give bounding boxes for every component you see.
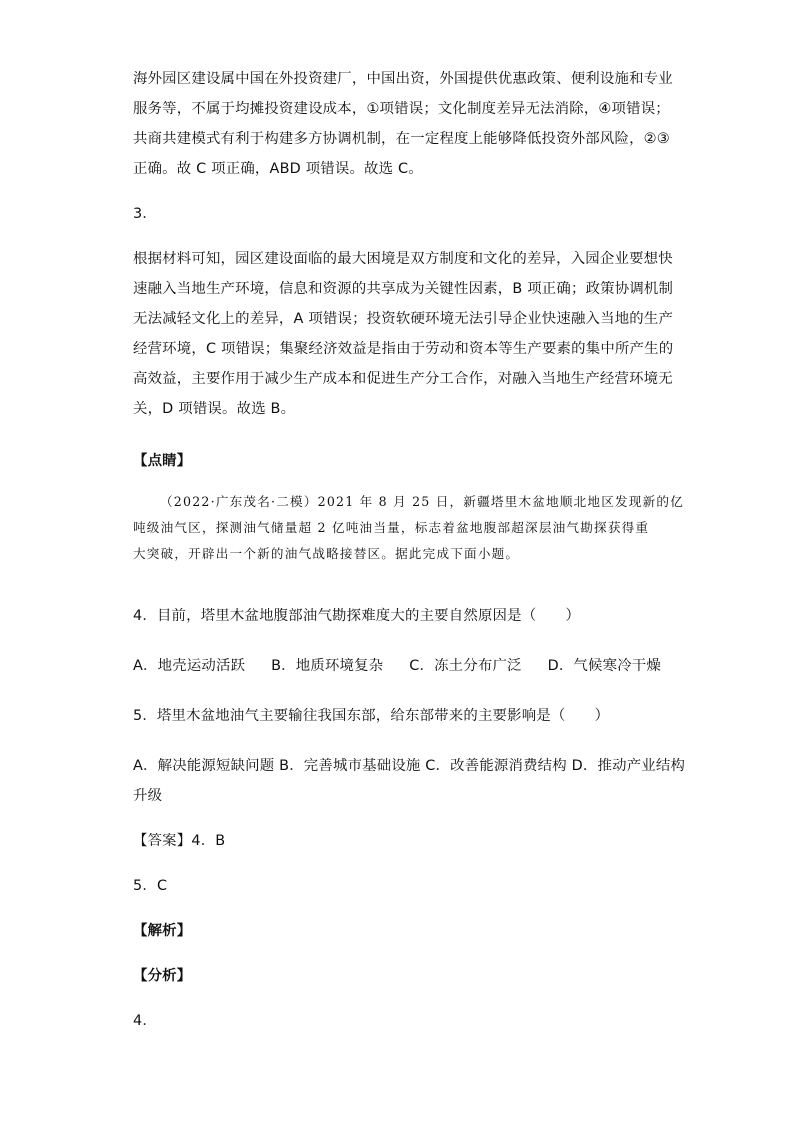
material-paragraph (160, 489, 684, 515)
text-line: A．解决能源短缺问题 B．完善城市基础设施 C．改善能源消费结构 D．推动产业结构 (133, 758, 686, 774)
text-line: 高效益，主要作用于减少生产成本和促进生产分工合作，对融入当地生产经营环境无 (133, 371, 673, 387)
text-line: 服务等，不属于均摊投资建设成本，①项错误；文化制度差异无法消除，④项错误； (133, 101, 670, 117)
text-line: 共商共建模式有利于构建多方协调机制，在一定程度上能够降低投资外部风险，②③ (133, 131, 670, 147)
fenxi-heading: 【分析】 (133, 968, 192, 984)
question-5-options (133, 751, 686, 811)
answer-line: 【答案】4．B (133, 833, 226, 849)
option-d: D．气候寒冷干燥 (547, 658, 661, 674)
question-4-options (133, 651, 661, 681)
question-number-4: 4． (133, 1013, 157, 1029)
explanation-paragraph-1 (133, 64, 673, 184)
text-line: 无法减轻文化上的差异，A 项错误；投资软硬环境无法引导企业快速融入当地的生产 (133, 311, 674, 327)
text-line: 关，D 项错误。故选 B。 (133, 401, 296, 417)
question-number-3: 3． (133, 206, 157, 222)
text-line: 根据材料可知，园区建设面临的最大困境是双方制度和文化的差异，入园企业要想快 (133, 251, 673, 267)
jiexi-heading: 【解析】 (133, 923, 192, 939)
text-line: 速融入当地生产环境，信息和资源的共享成为关键性因素，B 项正确；政策协调机制 (133, 281, 674, 297)
option-b: B．地质环境复杂 (271, 658, 384, 674)
explanation-paragraph-2 (133, 244, 674, 424)
option-a: A．地壳运动活跃 (133, 658, 246, 674)
dianjing-heading: 【点睛】 (133, 453, 192, 469)
answer-line-2: 5．C (133, 878, 168, 894)
question-5: 5．塔里木盆地油气主要输往我国东部，给东部带来的主要影响是（ ） (133, 708, 610, 724)
text-line: 海外园区建设属中国在外投资建厂，中国出资，外国提供优惠政策、便利设施和专业 (133, 71, 673, 87)
text-line: 吨级油气区，探测油气储量超 2 亿吨油当量，标志着盆地腹部超深层油气勘探获得重 (133, 520, 650, 535)
material-paragraph-cont (133, 515, 663, 567)
text-line: 大突破，开辟出一个新的油气战略接替区。据此完成下面小题。 (133, 546, 520, 561)
option-c: C．冻土分布广泛 (409, 658, 522, 674)
text-line: 正确。故 C 项正确，ABD 项错误。故选 C。 (133, 161, 423, 177)
question-4: 4．目前，塔里木盆地腹部油气勘探难度大的主要自然原因是（ ） (133, 608, 581, 624)
text-line: 经营环境，C 项错误；集聚经济效益是指由于劳动和资本等生产要素的集中所产生的 (133, 341, 674, 357)
text-line: （2022·广东茂名·二模）2021 年 8 月 25 日，新疆塔里木盆地顺北地区发现新的亿 (160, 494, 684, 509)
text-line: 升级 (133, 788, 163, 804)
